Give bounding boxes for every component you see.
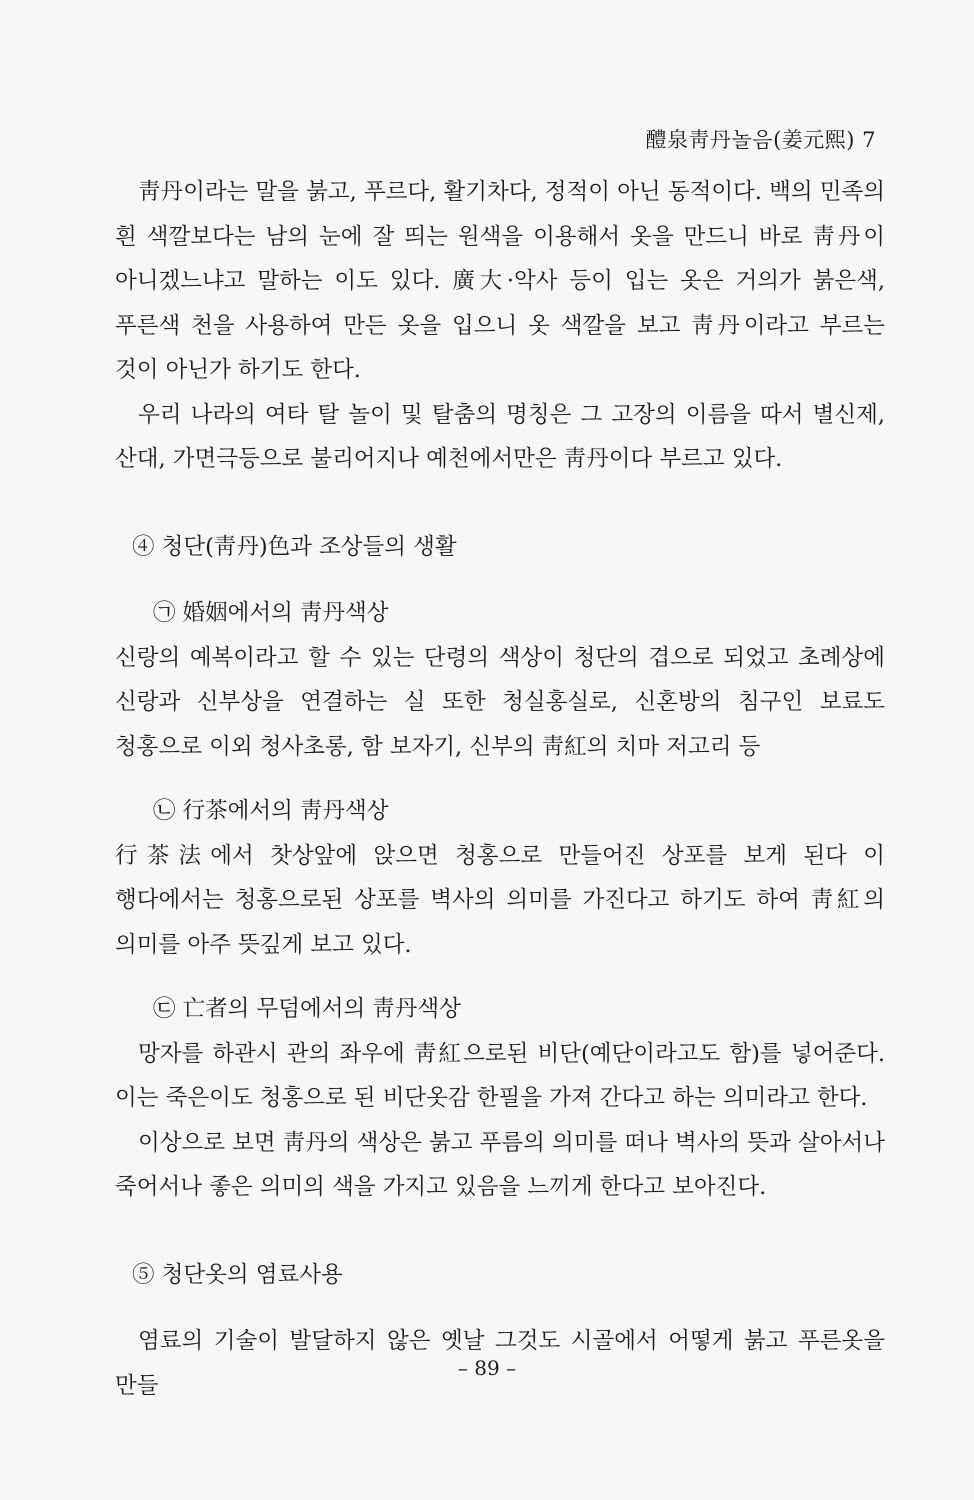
section-heading-5: ⑤ 청단옷의 염료사용 [132,1261,343,1288]
spacer [115,569,885,591]
running-header: 醴泉靑丹놀음(姜元熙) 7 [645,128,876,152]
body-text [115,170,885,1408]
spacer [115,769,885,789]
subheading-marriage: ㉠ 婚姻에서의 靑丹색상 [153,600,389,626]
paragraph-summary: 이상으로 보면 靑丹의 색상은 붉고 푸름의 의미를 떠나 벽사의 뜻과 살아서나 죽어서나 좋은 의미의 색을 가지고 있음을 느끼게 한다고 보아진다. [115,1129,885,1200]
spacer [115,967,885,987]
paragraph-grave: 망자를 하관시 관의 좌우에 靑紅으로된 비단(예단이라고도 함)를 넣어준다. 이는 죽은이도 청홍으로 된 비단옷감 한필을 가져 간다고 하는 의미라고 한다. [115,1040,885,1111]
spacer [115,1297,885,1319]
subheading-tea-ceremony: ㉡ 行茶에서의 靑丹색상 [153,798,389,824]
paragraph-name-origin: 우리 나라의 여타 탈 놀이 및 탈춤의 명칭은 그 고장의 이름을 따서 별신제, 산대, 가면극등으로 불리어지나 예천에서만은 靑丹이다 부르고 있다. [115,401,885,472]
paragraph-marriage: 신랑의 예복이라고 할 수 있는 단령의 색상이 청단의 겹으로 되었고 초례상에 신랑과 신부상을 연결하는 실 또한 청실홍실로, 신혼방의 침구인 보료도 청홍으로 이외 청사초롱, 함 보자기, 신부의 靑紅의 치마 저고리 등 [115,644,885,760]
paragraph-tea-ceremony: 行茶法에서 찻상앞에 앉으면 청홍으로 만들어진 상포를 보게 된다 이 행다에서는 청홍으로된 상포를 벽사의 의미를 가진다고 하기도 하여 靑紅의 의미를 아주 뜻깊게 보고 있다. [115,842,885,958]
spacer [115,482,885,525]
subheading-grave: ㉢ 亡者의 무덤에서의 靑丹색상 [153,996,461,1022]
page-number: – 89 – [457,1356,517,1380]
section-heading-4: ④ 청단(靑丹)色과 조상들의 생활 [132,533,457,560]
spacer [115,1210,885,1253]
paragraph-dye: 염료의 기술이 발달하지 않은 옛날 그것도 시골에서 어떻게 붉고 푸른옷을 만들 [115,1328,885,1399]
paragraph-cheongdan-meaning: 靑丹이라는 말을 붉고, 푸르다, 활기차다, 정적이 아닌 동적이다. 백의 민족의 흰 색깔보다는 남의 눈에 잘 띄는 원색을 이용해서 옷을 만드니 바로 靑丹이 아니겠느냐고 말하는 이도 있다. 廣大·악사 등이 입는 옷은 거의가 붉은색, 푸른색 천을 사용하여 만든 옷을 입으니 옷 색깔을 보고 靑丹이라고 부르는 것이 아닌가 하기도 한다. [115,179,885,383]
